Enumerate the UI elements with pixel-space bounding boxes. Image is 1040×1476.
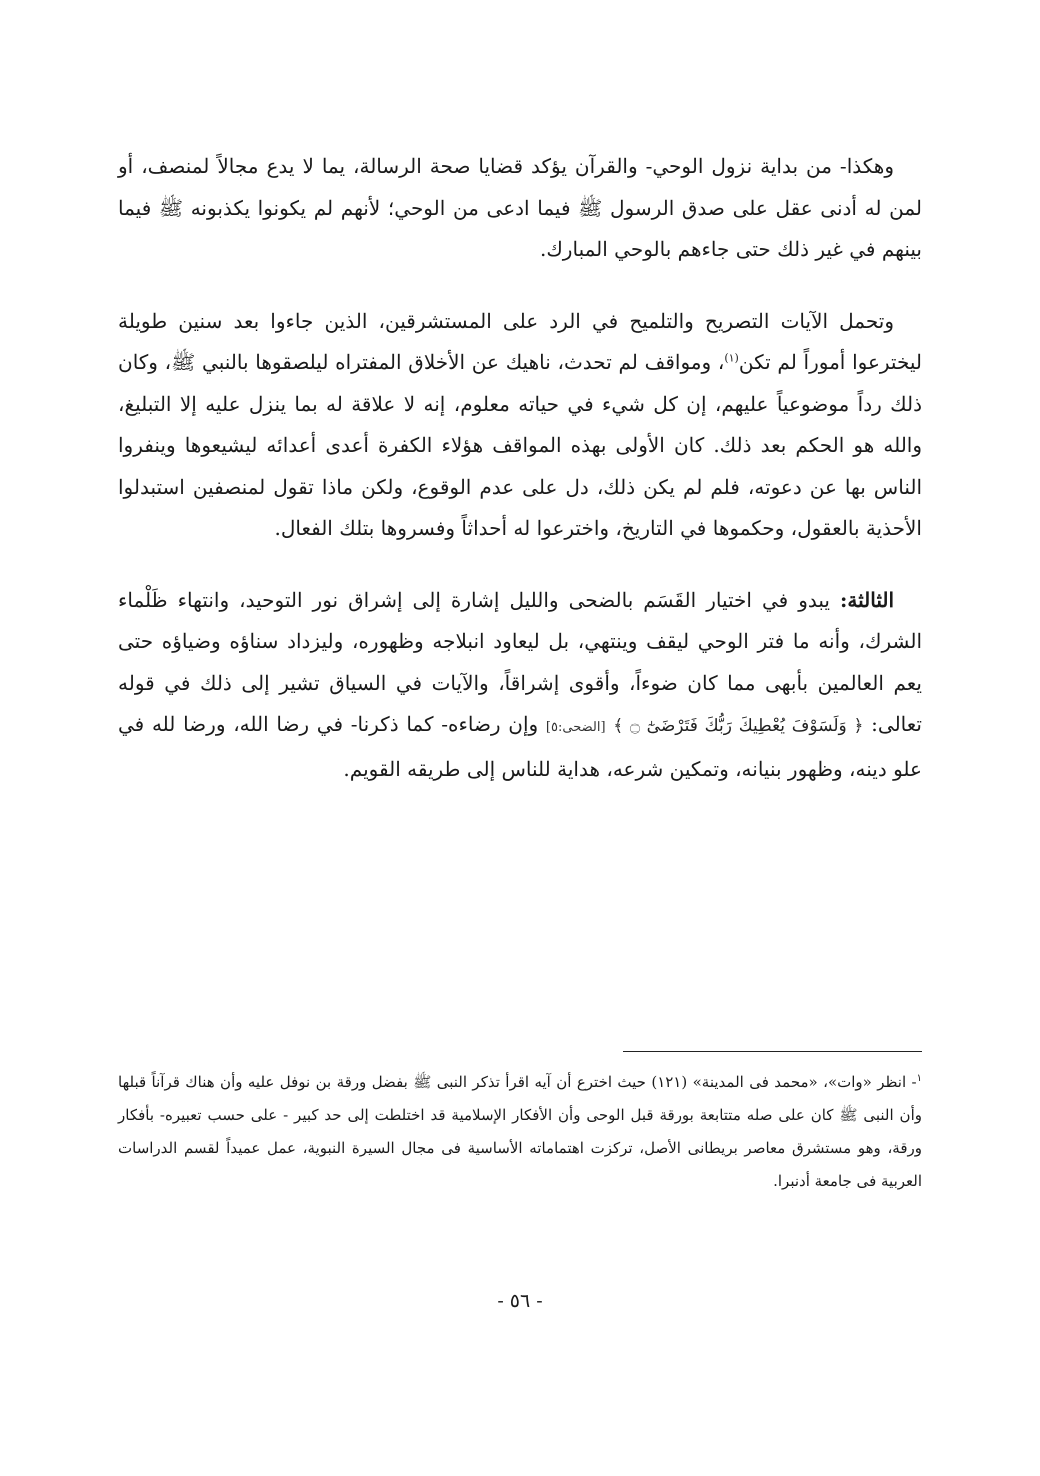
footnote-divider bbox=[623, 1051, 922, 1052]
main-text bbox=[118, 146, 922, 790]
footnote bbox=[118, 1066, 922, 1198]
paragraph-3-lead: الثالثة: bbox=[839, 587, 894, 612]
page-number: - ٥٦ - bbox=[497, 1290, 543, 1312]
footnote-number: ١ bbox=[916, 1073, 922, 1084]
paragraph-1 bbox=[118, 146, 922, 271]
paragraph-2 bbox=[118, 301, 922, 550]
paragraph-3-text-after: وإن رضاءه- كما ذكرنا- في رضا الله، ورضا لله في علو دينه، وظهور بنيانه، وتمكين شرعه، هداية للناس إلى طريقه القويم. bbox=[118, 712, 922, 781]
footnote-text: - انظر «وات»، «محمد فى المدينة» (١٢١) حيث اخترع أن آيه اقرأ تذكر النبى ﷺ بفضل ورقة بن نوفل عليه وأن هناك قرآناً قبلها وأن النبى ﷺ كان على صله متتابعة بورقة قبل الوحى وأن الأفكار الإسلامية قد اختلطت إلى حد كبير - على حسب تعبيره- بأفكار ورقة، وهو مستشرق معاصر بريطانى الأصل، تركزت اهتماماته الأساسية فى مجال السيرة النبوية، عمل عميداً لقسم الدراسات العربية فى جامعة أدنبرا. bbox=[118, 1073, 922, 1190]
paragraph-3-text-before: يبدو في اختيار القَسَم بالضحى والليل إشارة إلى إشراق نور التوحيد، وانتهاء ظَلْماء الشرك، وأنه ما فتر الوحي ليقف وينتهي، بل ليعاود انبلاجه وظهوره، وليزداد سناؤه وضياؤه حتى يعم العالمين بأبهى مما كان ضوءاً، وأقوى إشراقاً، والآيات في السياق تشير إلى ذلك في قوله تعالى: bbox=[118, 587, 923, 736]
paragraph-2-text-before: وتحمل الآيات التصريح والتلميح في الرد على المستشرقين، الذين جاءوا بعد سنين طويلة ليخترعوا أموراً لم تكن bbox=[118, 308, 923, 374]
paragraph-2-text-after: ، ومواقف لم تحدث، ناهيك عن الأخلاق المفتراه ليلصقوها بالنبي ﷺ، وكان ذلك رداً موضوعياً عليهم، إن كل شيء في حياته معلوم، إنه لا علاقة له بما ينزل عليه إلا التبليغ، والله هو الحكم بعد ذلك. كان الأولى بهذه المواقف هؤلاء الكفرة أعدى أعدائه ليشيعوها وينفروا الناس بها عن دعوته، فلم لم يكن ذلك، دل على عدم الوقوع، ولكن ماذا تقول لمنصفين استبدلوا الأحذية بالعقول، وحكموها في التاريخ، واخترعوا له أحداثاً وفسروها بتلك الفعال. bbox=[118, 350, 922, 540]
footnote-reference[interactable]: (١) bbox=[724, 351, 739, 365]
paragraph-1-text: وهكذا- من بداية نزول الوحي- والقرآن يؤكد قضايا صحة الرسالة، يما لا يدع مجالاً لمنصف، أو لمن له أدنى عقل على صدق الرسول ﷺ فيما ادعى من الوحي؛ لأنهم لم يكونوا يكذبونه ﷺ فيما بينهم في غير ذلك حتى جاءهم بالوحي المبارك. bbox=[118, 154, 922, 261]
verse-reference: [الضحى:٥] bbox=[545, 720, 606, 735]
quran-verse: ﴿ وَلَسَوْفَ يُعْطِيكَ رَبُّكَ فَتَرْضَىٰٓ ۝ ﴾ bbox=[613, 716, 864, 736]
paragraph-3 bbox=[118, 580, 922, 791]
